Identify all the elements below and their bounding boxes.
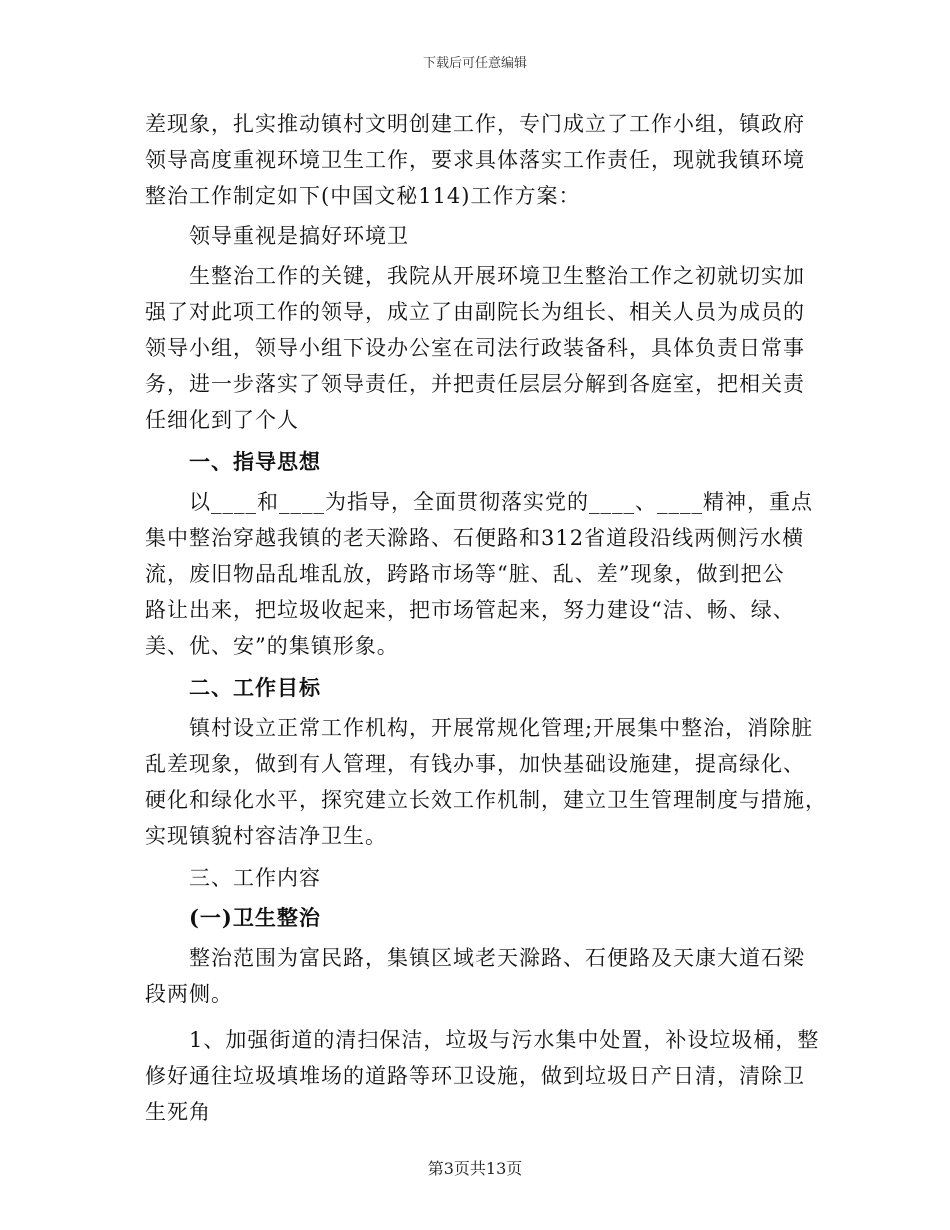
paragraph-item-1	[145, 1022, 820, 1130]
text-line: 以____和____为指导，全面贯彻落实党的____、____精神，重点	[189, 490, 813, 514]
section-heading	[145, 860, 810, 896]
text-line: 实现镇貌村容洁净卫生。	[145, 824, 387, 848]
text-line: 硬化和绿化水平，探究建立长效工作机制，建立卫生管理制度与措施，	[145, 788, 827, 812]
text-line: 路让出来，把垃圾收起来，把市场管起来，努力建设“洁、畅、绿、	[145, 598, 795, 622]
text-line: 生死角	[145, 1100, 211, 1124]
text-line: 三、工作内容	[189, 866, 321, 890]
text-line: 生整治工作的关键，我院从开展环境卫生整治工作之初就切实加	[189, 264, 805, 288]
text-line: 差现象，扎实推动镇村文明创建工作，专门成立了工作小组，镇政府	[145, 112, 805, 136]
text-line: 乱差现象，做到有人管理，有钱办事，加快基础设施建，提高绿化、	[145, 752, 805, 776]
text-line: 流，废旧物品乱堆乱放，跨路市场等“脏、乱、差”现象，做到把公	[145, 562, 785, 586]
text-line: 一、指导思想	[189, 449, 321, 474]
text-line: (一)卫生整治	[189, 905, 321, 930]
text-line: 领导高度重视环境卫生工作，要求具体落实工作责任，现就我镇环境	[145, 148, 805, 172]
text-line: 领导重视是搞好环境卫	[189, 224, 409, 248]
paragraph-guiding-ideas	[145, 484, 813, 664]
paragraph-work-goals	[145, 710, 827, 854]
text-line: 1、加强街道的清扫保洁，垃圾与污水集中处置，补设垃圾桶，整	[189, 1028, 820, 1052]
text-line: 整治范围为富民路，集镇区域老天滁路、石便路及天康大道石梁	[189, 946, 805, 970]
text-line: 集中整治穿越我镇的老天滁路、石便路和312省道段沿线两侧污水横	[145, 526, 805, 550]
text-line: 强了对此项工作的领导，成立了由副院长为组长、相关人员为成员的	[145, 300, 805, 324]
subsection-heading	[145, 900, 810, 936]
text-line: 镇村设立正常工作机构，开展常规化管理;开展集中整治，消除脏	[189, 716, 814, 740]
text-line: 务，进一步落实了领导责任，并把责任层层分解到各庭室，把相关责	[145, 372, 805, 396]
text-line: 美、优、安”的集镇形象。	[145, 634, 399, 658]
section-heading	[145, 670, 810, 706]
text-line: 领导小组，领导小组下设办公室在司法行政装备科，具体负责日常事	[145, 336, 805, 360]
paragraph-leadership-body	[145, 258, 810, 438]
paragraph-intro	[145, 106, 810, 214]
document-body	[145, 106, 827, 1130]
page-header: 下载后可任意编辑	[422, 56, 527, 71]
page-number-footer: 第3页共13页	[427, 1159, 523, 1178]
text-line: 二、工作目标	[189, 675, 321, 700]
paragraph-scope	[145, 940, 810, 1012]
text-line: 修好通往垃圾填堆场的道路等环卫设施，做到垃圾日产日清，清除卫	[145, 1064, 805, 1088]
text-line: 任细化到了个人	[145, 408, 299, 432]
section-heading	[145, 444, 810, 480]
text-line: 段两侧。	[145, 982, 233, 1006]
paragraph-leadership-title	[145, 218, 810, 254]
text-line: 整治工作制定如下(中国文秘114)工作方案：	[145, 184, 581, 208]
